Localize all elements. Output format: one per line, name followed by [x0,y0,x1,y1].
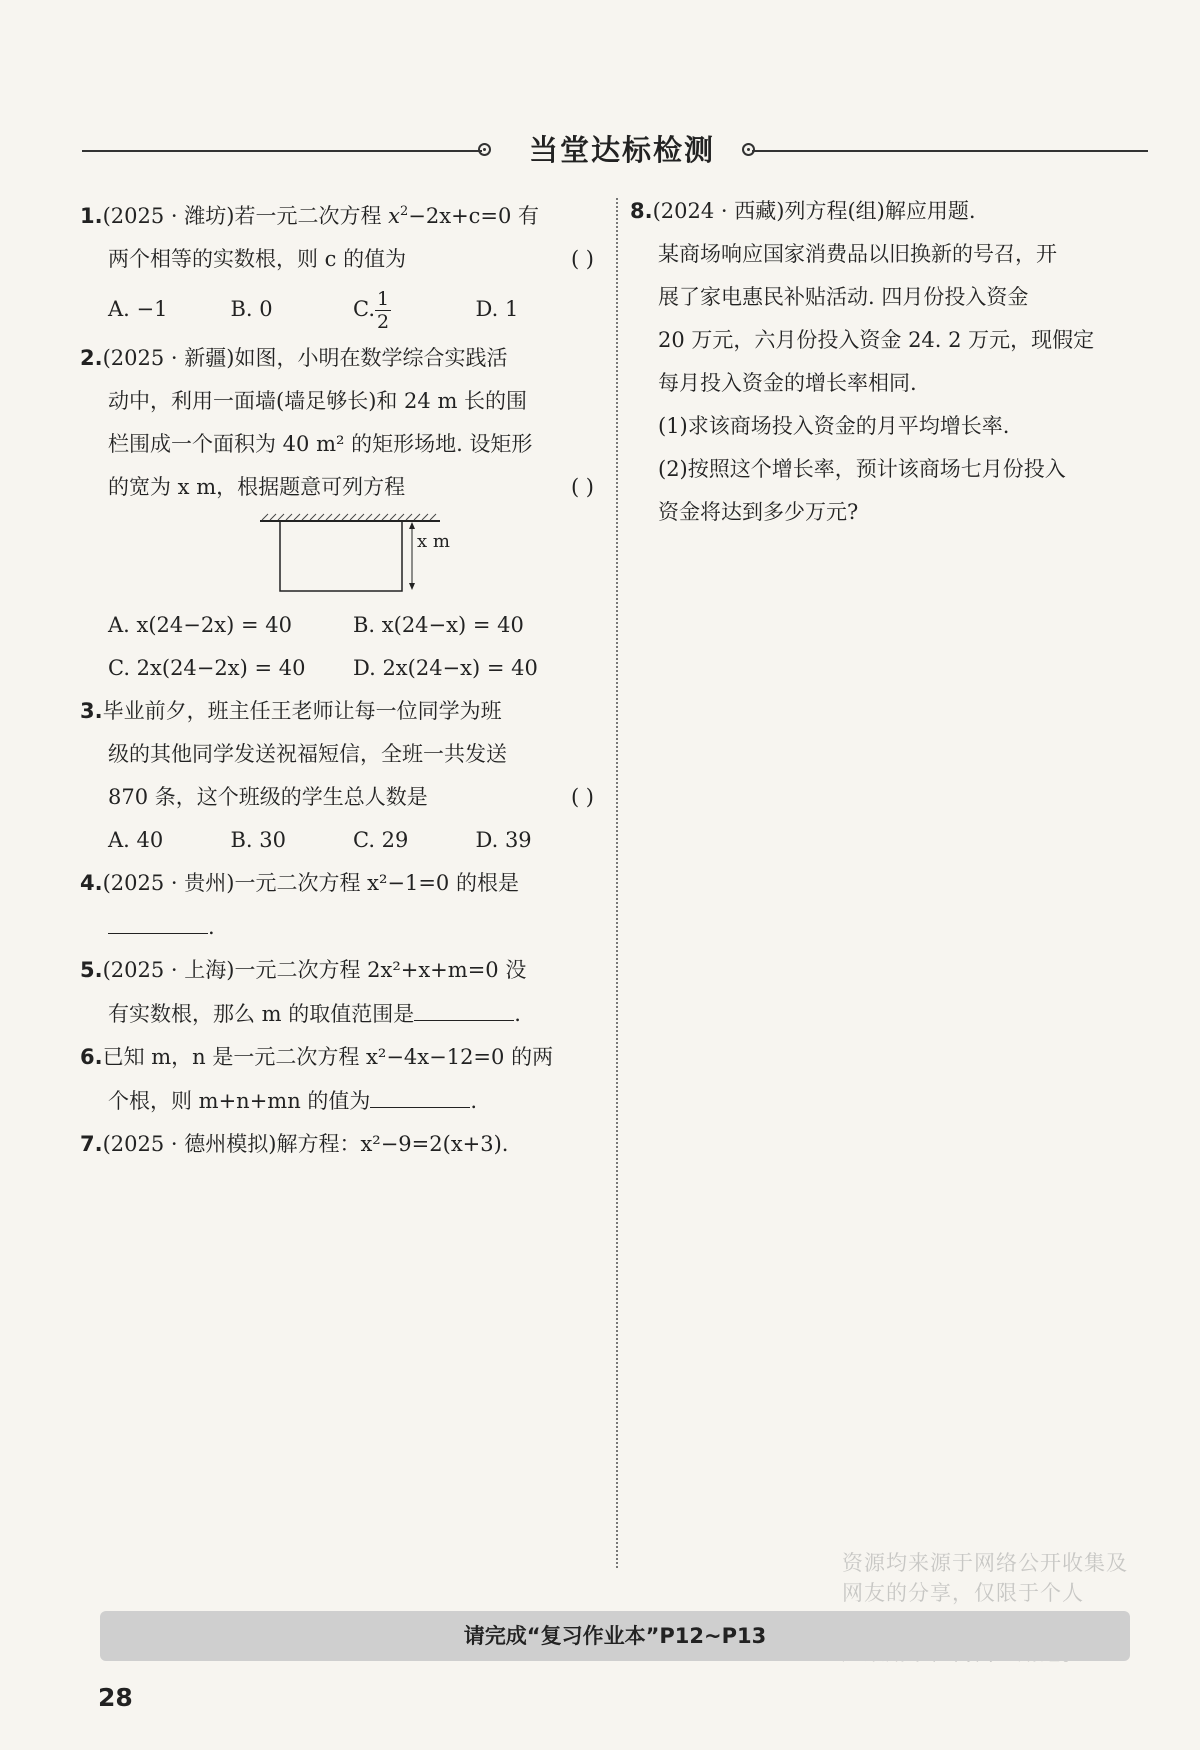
question-text: (2025 · 德州模拟)解方程：x²−9=2(x+3). [102,1132,509,1156]
option-label: C. [353,297,375,321]
section-title: 当堂达标检测 [528,133,715,167]
question-number: 3. [80,699,103,723]
question-3 [80,690,598,862]
question-number: 7. [80,1132,103,1156]
question-text: 展了家电惠民补贴活动. 四月份投入资金 [658,285,1029,309]
question-text: (2025 · 潍坊)若一元二次方程 [102,204,382,228]
sub-question-2-cont: 资金将达到多少万元? [658,500,859,524]
question-text: . [208,915,215,939]
rectangle-figure [260,509,460,604]
question-text: 有实数根，那么 m 的取值范围是 [108,1002,415,1026]
question-text: . [470,1089,478,1113]
question-2 [80,337,598,690]
question-text: 每月投入资金的增长率相同. [658,371,917,395]
question-number: 2. [80,346,103,370]
question-text: 级的其他同学发送祝福短信，全班一共发送 [108,742,507,766]
question-text: 动中，利用一面墙(墙足够长)和 24 m 长的围 [108,389,528,413]
figure-label: x m [417,531,450,552]
question-number: 5. [80,958,103,982]
option-d: D. 39 [475,828,532,852]
question-text: (2024 · 西藏)列方程(组)解应用题. [652,199,976,223]
option-c [353,281,476,337]
option-b: B. x(24−x) = 40 [353,613,524,637]
option-b: B. 30 [230,828,287,852]
question-text: 毕业前夕，班主任王老师让每一位同学为班 [102,699,502,723]
answer-blank[interactable] [370,1079,470,1108]
section-header [82,128,1148,168]
question-text: 栏围成一个面积为 40 m² 的矩形场地. 设矩形 [108,432,533,456]
question-6 [80,1036,598,1123]
question-number: 4. [80,871,103,895]
question-text: 20 万元，六月份投入资金 24. 2 万元，现假定 [658,328,1095,352]
question-text: 两个相等的实数根，则 c 的值为 [108,247,407,271]
equation-exponent: 2 [399,204,409,219]
fraction-numerator: 1 [377,288,390,310]
answer-blank[interactable] [108,905,208,934]
option-b: B. 0 [230,297,273,321]
column-divider [616,198,618,1568]
right-column [630,190,1148,534]
fraction [375,288,391,333]
question-4 [80,862,598,949]
question-text: 个根，则 m+n+mn 的值为 [108,1089,371,1113]
answer-blank[interactable] [414,992,514,1021]
option-d: D. 2x(24−x) = 40 [353,656,538,680]
header-ornament-left [478,143,491,156]
page-number: 28 [98,1683,133,1712]
answer-paren: ( ) [570,785,594,809]
question-number: 6. [80,1045,103,1069]
question-8 [630,190,1148,534]
question-1 [80,190,598,337]
question-text: 的宽为 x m，根据题意可列方程 [108,475,406,499]
option-a: A. −1 [108,297,168,321]
question-text: 某商场响应国家消费品以旧换新的号召，开 [658,242,1057,266]
question-text: (2025 · 新疆)如图，小明在数学综合实践活 [102,346,508,370]
question-text: (2025 · 上海)一元二次方程 2x²+x+m=0 没 [102,958,527,982]
footer-banner: 请完成“复习作业本”P12~P13 [100,1611,1130,1661]
answer-paren: ( ) [570,247,594,271]
answer-paren: ( ) [570,475,594,499]
question-5 [80,949,598,1036]
header-rule-left [82,150,482,152]
option-c: C. 2x(24−2x) = 40 [108,656,306,680]
question-number: 8. [630,199,653,223]
sub-question-1: (1)求该商场投入资金的月平均增长率. [658,414,1010,438]
option-a: A. 40 [108,828,164,852]
option-a: A. x(24−2x) = 40 [108,613,292,637]
header-rule-right [752,150,1148,152]
question-number: 1. [80,204,103,228]
left-column [80,190,598,1166]
sub-question-2: (2)按照这个增长率，预计该商场七月份投入 [658,457,1066,481]
question-text: 870 条，这个班级的学生总人数是 [108,785,428,809]
option-c: C. 29 [353,828,409,852]
option-d: D. 1 [475,297,519,321]
watermark-line: 网友的分享，仅限于个人 [842,1581,1084,1605]
question-7 [80,1123,598,1166]
question-text: (2025 · 贵州)一元二次方程 x²−1=0 的根是 [102,871,519,895]
equation-var: x [388,204,400,228]
watermark-line: 资源均来源于网络公开收集及 [842,1551,1128,1575]
question-text: . [514,1002,521,1026]
question-text: −2x+c=0 有 [408,204,540,228]
question-text: 已知 m，n 是一元二次方程 x²−4x−12=0 的两 [102,1045,554,1069]
fraction-denominator: 2 [377,311,390,333]
